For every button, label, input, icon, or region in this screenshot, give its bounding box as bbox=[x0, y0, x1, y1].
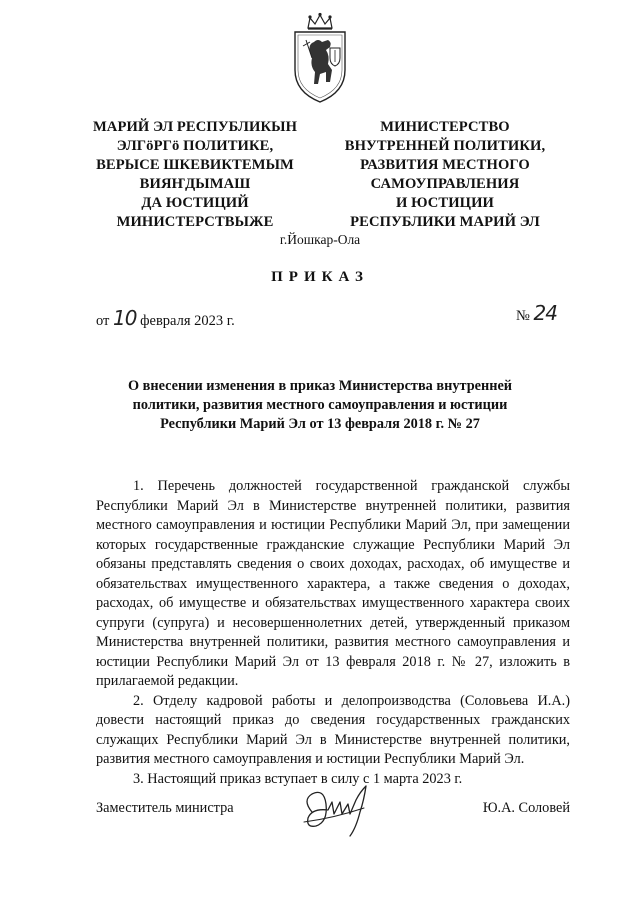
paragraph-2: 2. Отделу кадровой работы и делопроизводства (Соловьева И.А.) довести настоящий приказ до сведения государственных гражданских служащих Республики Марий Эл в Министерстве внутренней политики, развития местного самоуправления и юстиции Республики Марий Эл. bbox=[96, 692, 570, 767]
title-line: О внесении изменения в приказ Министерства внутренней bbox=[127, 378, 513, 394]
header-russian-ministry-name bbox=[338, 118, 552, 232]
header-mari-ministry-name bbox=[88, 118, 302, 232]
header-right-line: РЕСПУБЛИКИ МАРИЙ ЭЛ bbox=[350, 214, 540, 230]
header-right-line: САМОУПРАВЛЕНИЯ bbox=[370, 176, 520, 192]
number-value-handwritten: 24 bbox=[533, 301, 557, 325]
header-right-line: ВНУТРЕННЕЙ ПОЛИТИКИ, bbox=[344, 138, 546, 154]
header-right-line: МИНИСТЕРСТВО bbox=[380, 119, 510, 135]
header-left-line: ЭЛГӧРГӧ ПОЛИТИКЕ, bbox=[116, 138, 274, 154]
header-left-line: МИНИСТЕРСТВЫЖЕ bbox=[116, 214, 274, 230]
title-line: Республики Марий Эл от 13 февраля 2018 г. № 27 bbox=[160, 416, 480, 432]
order-body bbox=[96, 477, 570, 789]
header-left-line: МАРИЙ ЭЛ РЕСПУБЛИКЫН bbox=[92, 119, 298, 135]
header-right-line: РАЗВИТИЯ МЕСТНОГО bbox=[360, 157, 530, 173]
signer-name: Ю.А. Соловей bbox=[482, 800, 570, 816]
header-left-line: ВЕРЫСЕ ШКЕВИКТЕМЫМ bbox=[96, 157, 294, 173]
header-right-line: И ЮСТИЦИИ bbox=[395, 195, 494, 211]
coat-of-arms-emblem bbox=[288, 12, 352, 104]
handwritten-signature bbox=[294, 778, 386, 840]
date-prefix: от bbox=[96, 313, 110, 329]
date-day-handwritten: 10 bbox=[113, 306, 137, 330]
document-number bbox=[516, 301, 557, 325]
document-date bbox=[96, 306, 235, 330]
header-left-line: ДА ЮСТИЦИЙ bbox=[141, 195, 249, 211]
paragraph-3: 3. Настоящий приказ вступает в силу с 1 марта 2023 г. bbox=[133, 770, 463, 787]
signer-position: Заместитель министра bbox=[96, 800, 234, 816]
document-type: ПРИКАЗ bbox=[271, 269, 369, 285]
order-title bbox=[100, 377, 540, 434]
number-prefix: № bbox=[516, 308, 530, 324]
date-rest: февраля 2023 г. bbox=[140, 313, 235, 329]
city-name: г.Йошкар-Ола bbox=[279, 232, 361, 247]
paragraph-1: 1. Перечень должностей государственной гражданской службы Республики Марий Эл в Министерстве внутренней политики, развития местного самоуправления и юстиции Республики Марий Эл, при замещении которых государственные гражданские служащие Республики Марий Эл обязаны представлять сведения о своих доходах, расходах, об имуществе и обязательствах имущественного характера, а также сведения о доходах, расходах, об имуществе и обязательствах имущественного характера своих супруги (супруга) и несовершеннолетних детей, утвержденный приказом Министерства внутренней политики, развития местного самоуправления и юстиции Республики Марий Эл от 13 февраля 2018 г. № 27, изложить в прилагаемой редакции. bbox=[96, 478, 570, 689]
title-line: политики, развития местного самоуправления и юстиции bbox=[132, 397, 508, 413]
header-left-line: ВИЯҤДЫМАШ bbox=[139, 176, 251, 192]
